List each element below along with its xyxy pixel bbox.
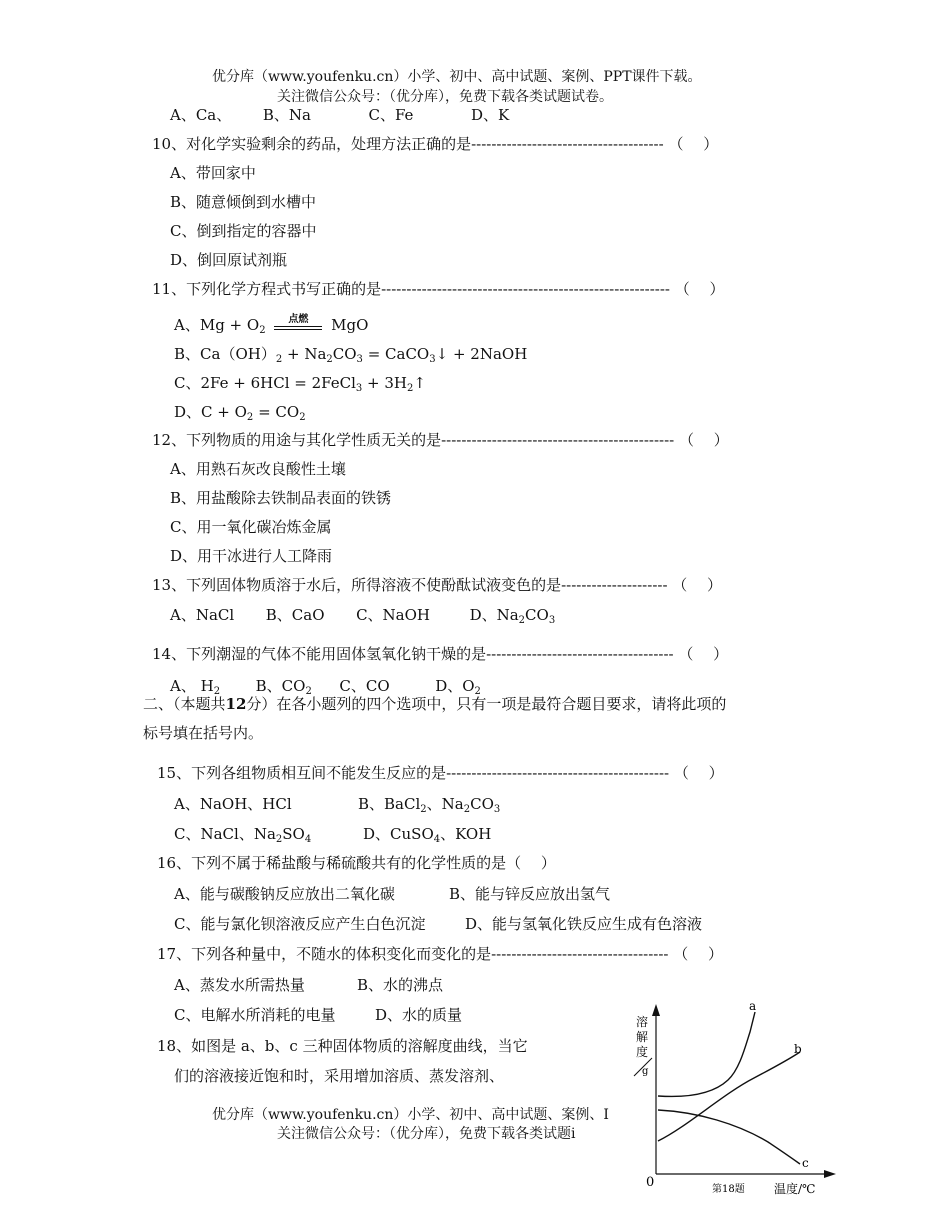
header-line-1: 优分库（www.youfenku.cn）小学、初中、高中试题、案例、PPT课件下载。 [212,69,702,85]
footer-line-1: 优分库（www.youfenku.cn）小学、初中、高中试题、案例、I [212,1107,609,1123]
q15-option-a: A、NaOH、HCl [174,795,292,813]
curve-a [658,1012,755,1096]
curve-c [658,1110,800,1164]
q15-option-b: B、BaCl$_2$、$Na_2CO_3$ [358,795,501,815]
q13-options [170,605,555,625]
q17-option-c: C、电解水所消耗的电量 [174,1006,336,1024]
q12-stem: 12、下列物质的用途与其化学性质无关的是---------------------------------------------- （ ） [152,431,729,449]
q12-option-c: C、用一氧化碳冶炼金属 [170,518,332,536]
y-label-unit: g [642,1066,649,1077]
y-label-char-3: 度 [636,1045,649,1059]
q14-option-c: C、CO [339,677,390,695]
q16-stem: 16、下列不属于稀盐酸与稀硫酸共有的化学性质的是（ ） [157,854,556,872]
solubility-chart [628,994,843,1199]
origin-label: 0 [646,1175,655,1190]
q16-option-c: C、能与氯化钡溶液反应产生白色沉淀 [174,915,426,933]
section-2-heading: 二、（本题共12分）在各小题列的四个选项中，只有一项是最符合题目要求，请将此项的 [143,695,727,713]
q9-option-b: B、Na [262,106,311,124]
q9-options [170,105,509,125]
figure-caption: 第18题 [712,1184,745,1195]
q18-stem-line-1: 18、如图是 a、b、c 三种固体物质的溶解度曲线，当它 [157,1037,528,1055]
q12-option-b: B、用盐酸除去铁制品表面的铁锈 [170,489,392,507]
q11-option-c: C、2Fe + 6HCl = 2FeCl$_3$ + $3H_2↑$ [174,374,426,394]
q9-option-c: C、Fe [368,106,414,124]
q17-option-a: A、蒸发水所需热量 [174,976,305,994]
y-label-char-1: 溶 [636,1015,649,1029]
q14-stem: 14、下列潮湿的气体不能用固体氢氧化钠干燥的是------------------------------------- （ ） [152,645,729,663]
curve-a-label: a [749,999,757,1013]
q10-stem: 10、对化学实验剩余的药品，处理方法正确的是-------------------------------------- （ ） [152,135,719,153]
header-line-2: 关注微信公众号：（优分库），免费下载各类试题试卷。 [277,89,613,105]
section-2-heading-cont: 标号填在括号内。 [143,724,264,742]
q9-option-d: D、K [471,106,510,124]
solubility-curve-figure [628,994,843,1199]
q14-option-d: D、$O_2$ [435,677,481,697]
curve-b-label: b [794,1042,802,1056]
x-label: 温度/℃ [774,1182,816,1196]
q16-option-a: A、能与碳酸钠反应放出二氧化碳 [174,885,395,903]
q13-option-b: B、CaO [265,606,325,624]
q16-option-b: B、能与锌反应放出氢气 [449,885,611,903]
reaction-condition: 点燃 [288,314,309,325]
q10-option-b: B、随意倾倒到水槽中 [170,193,317,211]
q10-option-c: C、倒到指定的容器中 [170,222,317,240]
q13-option-d: D、$Na_2CO_3$ [469,606,556,626]
q13-option-c: C、NaOH [356,606,430,624]
q11-stem: 11、下列化学方程式书写正确的是--------------------------------------------------------- （ ） [152,280,725,298]
reaction-condition-arrow [274,316,322,336]
q12-option-a: A、用熟石灰改良酸性土壤 [170,460,346,478]
q13-option-a: A、NaCl [170,606,235,624]
y-label-char-2: 解 [636,1030,649,1044]
y-axis-arrow [652,1004,660,1016]
q16-option-d: D、能与氢氧化铁反应生成有色溶液 [465,915,703,933]
q13-stem: 13、下列固体物质溶于水后，所得溶液不使酚酞试液变色的是--------------------- （ ） [152,576,723,594]
q15-option-c: C、NaCl、$Na_2SO_4$ [174,825,312,845]
x-axis-arrow [824,1170,836,1178]
q18-stem-line-2: 们的溶液接近饱和时，采用增加溶质、蒸发溶剂、 [174,1067,505,1085]
q15-stem: 15、下列各组物质相互间不能发生反应的是-------------------------------------------- （ ） [157,764,724,782]
q15-option-d: D、CuSO$_4$、KOH [363,825,492,845]
footer-line-2: 关注微信公众号：（优分库），免费下载各类试题i [277,1126,576,1142]
curve-c-label: c [802,1156,809,1170]
q14-option-b: B、$CO_2$ [255,677,312,697]
q10-option-d: D、倒回原试剂瓶 [170,251,288,269]
q17-option-d: D、水的质量 [375,1006,463,1024]
q17-stem: 17、下列各种量中，不随水的体积变化而变化的是----------------------------------- （ ） [157,945,724,963]
q11-option-a: A、$Mg + O_2$ 点燃 MgO [174,315,368,336]
q14-option-a: A、 $H_2$ [170,677,221,697]
q9-option-a: A、Ca、 [170,106,232,124]
q11-option-d: D、$C + O_2 = CO_2$ [174,403,306,423]
q12-option-d: D、用干冰进行人工降雨 [170,547,333,565]
q14-options [170,676,481,696]
q17-option-b: B、水的沸点 [357,976,444,994]
q10-option-a: A、带回家中 [170,164,256,182]
q11-option-b: B、$Ca(OH)_2 + Na_2CO_3$ = CaCO$_3$↓ + 2NaOH [174,345,528,365]
